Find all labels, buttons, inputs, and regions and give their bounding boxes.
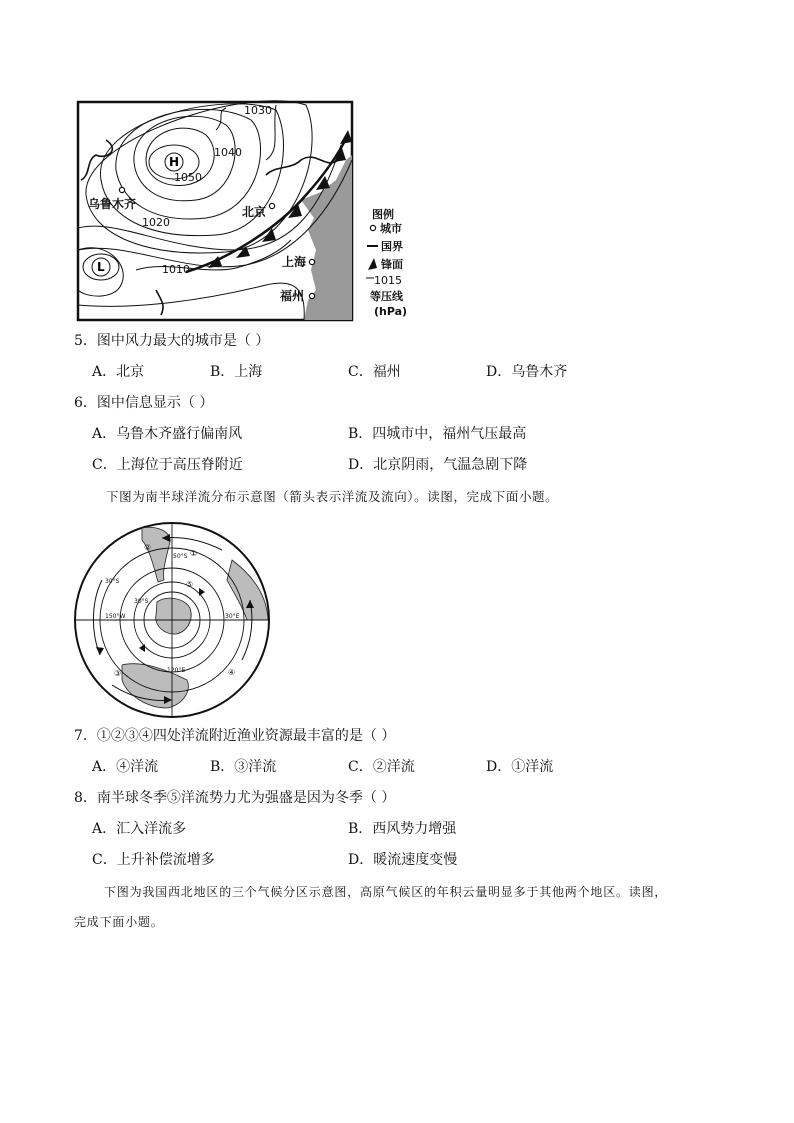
- lon-label-120e: 120°E: [167, 667, 186, 674]
- current-label-3: ③: [114, 669, 122, 678]
- q5-option-d[interactable]: D．乌鲁木齐: [486, 364, 568, 380]
- ocean-current-map: [72, 520, 272, 720]
- city-label-fuzhou: 福州: [280, 289, 305, 303]
- intro-ocean-currents: 下图为南半球洋流分布示意图（箭头表示洋流及流向）。读图，完成下面小题。: [106, 489, 559, 504]
- intro-climate-zones-line1: 下图为我国西北地区的三个气候分区示意图，高原气候区的年积云量明显多于其他两个地区。读图，: [104, 885, 668, 899]
- lat-label-30s-inner: 30°S: [134, 598, 149, 605]
- antarctica-shape: [156, 598, 191, 634]
- city-label-beijing: 北京: [242, 205, 267, 219]
- beijing-marker: [269, 203, 274, 208]
- current-label-5: ⑤: [186, 580, 194, 589]
- q7-option-b[interactable]: B．③洋流: [210, 759, 277, 775]
- q6-option-b[interactable]: B．四城市中，福州气压最高: [348, 426, 527, 442]
- lon-label-150w: 150°W: [105, 613, 126, 620]
- q8-option-b[interactable]: B．西风势力增强: [348, 821, 457, 837]
- legend-border: 国界: [381, 240, 403, 253]
- q7-option-c[interactable]: C．②洋流: [348, 759, 415, 775]
- isobar-label-1050: 1050: [174, 171, 202, 184]
- q5-option-c[interactable]: C．福州: [348, 364, 401, 380]
- isobar-label-1040: 1040: [214, 146, 242, 159]
- city-label-shanghai: 上海: [282, 255, 307, 269]
- weather-map: [76, 100, 436, 322]
- map-legend: [366, 207, 407, 318]
- fuzhou-marker: [309, 293, 314, 298]
- low-pressure-label: L: [97, 260, 105, 274]
- question-7-stem: 7．①②③④四处洋流附近渔业资源最丰富的是（ ）: [74, 728, 396, 744]
- legend-isobar-value: 1015: [374, 274, 402, 287]
- urumqi-marker: [119, 187, 124, 192]
- q7-option-d[interactable]: D．①洋流: [486, 759, 554, 775]
- isobar-label-1010: 1010: [162, 263, 190, 276]
- legend-city: 城市: [380, 222, 402, 235]
- q8-option-a[interactable]: A．汇入洋流多: [92, 821, 187, 837]
- shanghai-marker: [309, 259, 314, 264]
- high-pressure-label: H: [169, 155, 180, 169]
- isobar-label-1020: 1020: [142, 216, 170, 229]
- legend-title: 图例: [372, 208, 394, 221]
- current-label-4: ④: [228, 668, 236, 677]
- q5-option-b[interactable]: B．上海: [210, 364, 263, 380]
- legend-isobar: 等压线: [370, 290, 403, 303]
- city-label-urumqi: 乌鲁木齐: [88, 197, 137, 211]
- q6-option-a[interactable]: A．乌鲁木齐盛行偏南风: [92, 426, 243, 442]
- q6-option-c[interactable]: C．上海位于高压脊附近: [92, 457, 243, 473]
- q8-option-d[interactable]: D．暖流速度变慢: [348, 852, 458, 868]
- current-label-1: ①: [190, 549, 198, 558]
- current-label-2: ②: [144, 543, 152, 552]
- q6-option-d[interactable]: D．北京阴雨，气温急剧下降: [348, 457, 528, 473]
- intro-climate-zones-line2: 完成下面小题。: [74, 915, 164, 929]
- question-5-stem: 5．图中风力最大的城市是（ ）: [74, 333, 270, 349]
- q7-option-a[interactable]: A．④洋流: [92, 759, 159, 775]
- legend-front: 锋面: [381, 258, 403, 271]
- question-8-stem: 8．南半球冬季⑤洋流势力尤为强盛是因为冬季（ ）: [74, 790, 396, 806]
- question-6-stem: 6．图中信息显示（ ）: [74, 395, 214, 411]
- q5-option-a[interactable]: A．北京: [92, 364, 145, 380]
- legend-unit: (hPa): [374, 305, 408, 318]
- lon-label-30e: 30°E: [225, 613, 240, 620]
- lat-label-50s: 50°S: [173, 553, 188, 560]
- q8-option-c[interactable]: C．上升补偿流增多: [92, 852, 215, 868]
- isobar-label-1030: 1030: [244, 104, 272, 117]
- lat-label-30s-outer: 30°S: [105, 578, 120, 585]
